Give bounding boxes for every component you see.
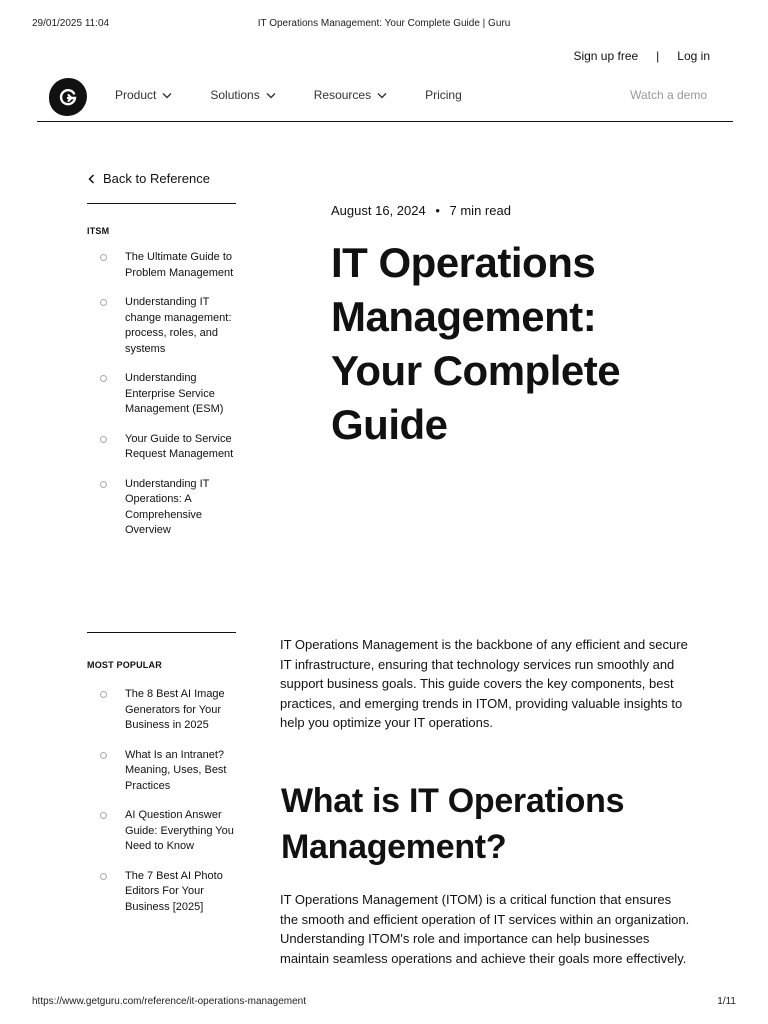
back-to-reference-label: Back to Reference (103, 171, 210, 186)
sidebar-item[interactable] (100, 477, 236, 539)
bullet-icon (100, 873, 107, 880)
chevron-left-icon (88, 174, 95, 184)
top-bar (573, 49, 710, 63)
section-body: IT Operations Management (ITOM) is a critical function that ensures the smooth and efficient operation of IT services within an organization. Understanding ITOM's role and importance can help businesses maintain seamless operations and achieve their goals more effectively. (280, 892, 690, 966)
sidebar-itsm-list (100, 250, 236, 553)
nav-resources-label: Resources (313, 88, 372, 102)
sidebar-item-label: The Ultimate Guide to Problem Management (125, 251, 234, 279)
chevron-down-icon (377, 92, 387, 99)
bullet-icon (100, 481, 107, 488)
nav-product[interactable] (115, 88, 172, 102)
sidebar-item[interactable] (100, 808, 236, 855)
sidebar-item-label: AI Question Answer Guide: Everything You Need to Know (125, 809, 234, 852)
print-timestamp: 29/01/2025 11:04 (32, 18, 110, 29)
sidebar-item-label: Understanding Enterprise Service Management (ESM) (125, 372, 224, 415)
nav-product-label: Product (115, 88, 157, 102)
guru-logo-icon (56, 85, 80, 109)
sidebar-item[interactable] (100, 432, 236, 463)
main-nav (115, 88, 500, 102)
sidebar-item-label: What Is an Intranet? Meaning, Uses, Best Practices (125, 748, 227, 792)
sidebar-item-label: Your Guide to Service Request Management (125, 432, 234, 460)
print-page-title: IT Operations Management: Your Complete Guide | Guru (257, 18, 511, 29)
nav-pricing[interactable] (425, 88, 462, 102)
sidebar-item[interactable] (100, 687, 236, 734)
back-to-reference-link[interactable] (88, 171, 210, 186)
bullet-icon (100, 299, 107, 306)
sidebar-item[interactable] (100, 295, 236, 357)
article-title: IT Operations Management: Your Complete Guide (331, 239, 621, 448)
sidebar-divider (87, 203, 236, 204)
section-heading: What is IT Operations Management? (281, 782, 625, 866)
sidebar-item-label: Understanding IT change management: process, roles, and systems (125, 296, 232, 355)
top-bar-separator: | (656, 49, 660, 63)
watch-demo-link[interactable]: Watch a demo (630, 88, 707, 102)
nav-pricing-label: Pricing (425, 88, 462, 102)
sidebar-item[interactable] (100, 748, 236, 795)
sidebar-heading-itsm: ITSM (87, 226, 110, 236)
bullet-icon (100, 812, 107, 819)
article-read-time: 7 min read (449, 203, 511, 218)
sign-up-link[interactable]: Sign up free (573, 49, 639, 63)
bullet-icon (100, 691, 107, 698)
sidebar-item[interactable] (100, 869, 236, 916)
sidebar-heading-most-popular: MOST POPULAR (87, 660, 162, 670)
print-page-number: 1/11 (717, 996, 736, 1007)
sidebar-item[interactable] (100, 371, 236, 418)
nav-solutions[interactable] (210, 88, 275, 102)
log-in-link[interactable]: Log in (677, 49, 710, 63)
sidebar-item-label: The 7 Best AI Photo Editors For Your Business [2025] (125, 869, 223, 913)
print-url: https://www.getguru.com/reference/it-operations-management (32, 996, 307, 1007)
guru-logo[interactable] (49, 78, 87, 116)
article-date: August 16, 2024 (331, 203, 426, 218)
nav-divider (37, 121, 733, 122)
article-meta (331, 203, 511, 218)
chevron-down-icon (266, 92, 276, 99)
sidebar-item[interactable] (100, 250, 236, 281)
nav-resources[interactable] (314, 88, 387, 102)
bullet-icon (100, 375, 107, 382)
sidebar-popular-list (100, 687, 236, 929)
sidebar-item-label: The 8 Best AI Image Generators for Your Business in 2025 (125, 688, 225, 731)
bullet-icon (100, 254, 107, 261)
sidebar-item-label: Understanding IT Operations: A Comprehensive Overview (125, 477, 210, 536)
meta-bullet: • (435, 203, 440, 218)
article-intro: IT Operations Management is the backbone of any efficient and secure IT infrastructure, ensuring that technology services run smoothly and support business goals. This guide covers the key components, best practices, and emerging trends in ITOM, providing valuable insights to help you optimize your IT operations. (280, 637, 688, 730)
sidebar-divider (87, 632, 236, 633)
bullet-icon (100, 752, 107, 759)
chevron-down-icon (162, 92, 172, 99)
bullet-icon (100, 436, 107, 443)
nav-solutions-label: Solutions (210, 88, 260, 102)
